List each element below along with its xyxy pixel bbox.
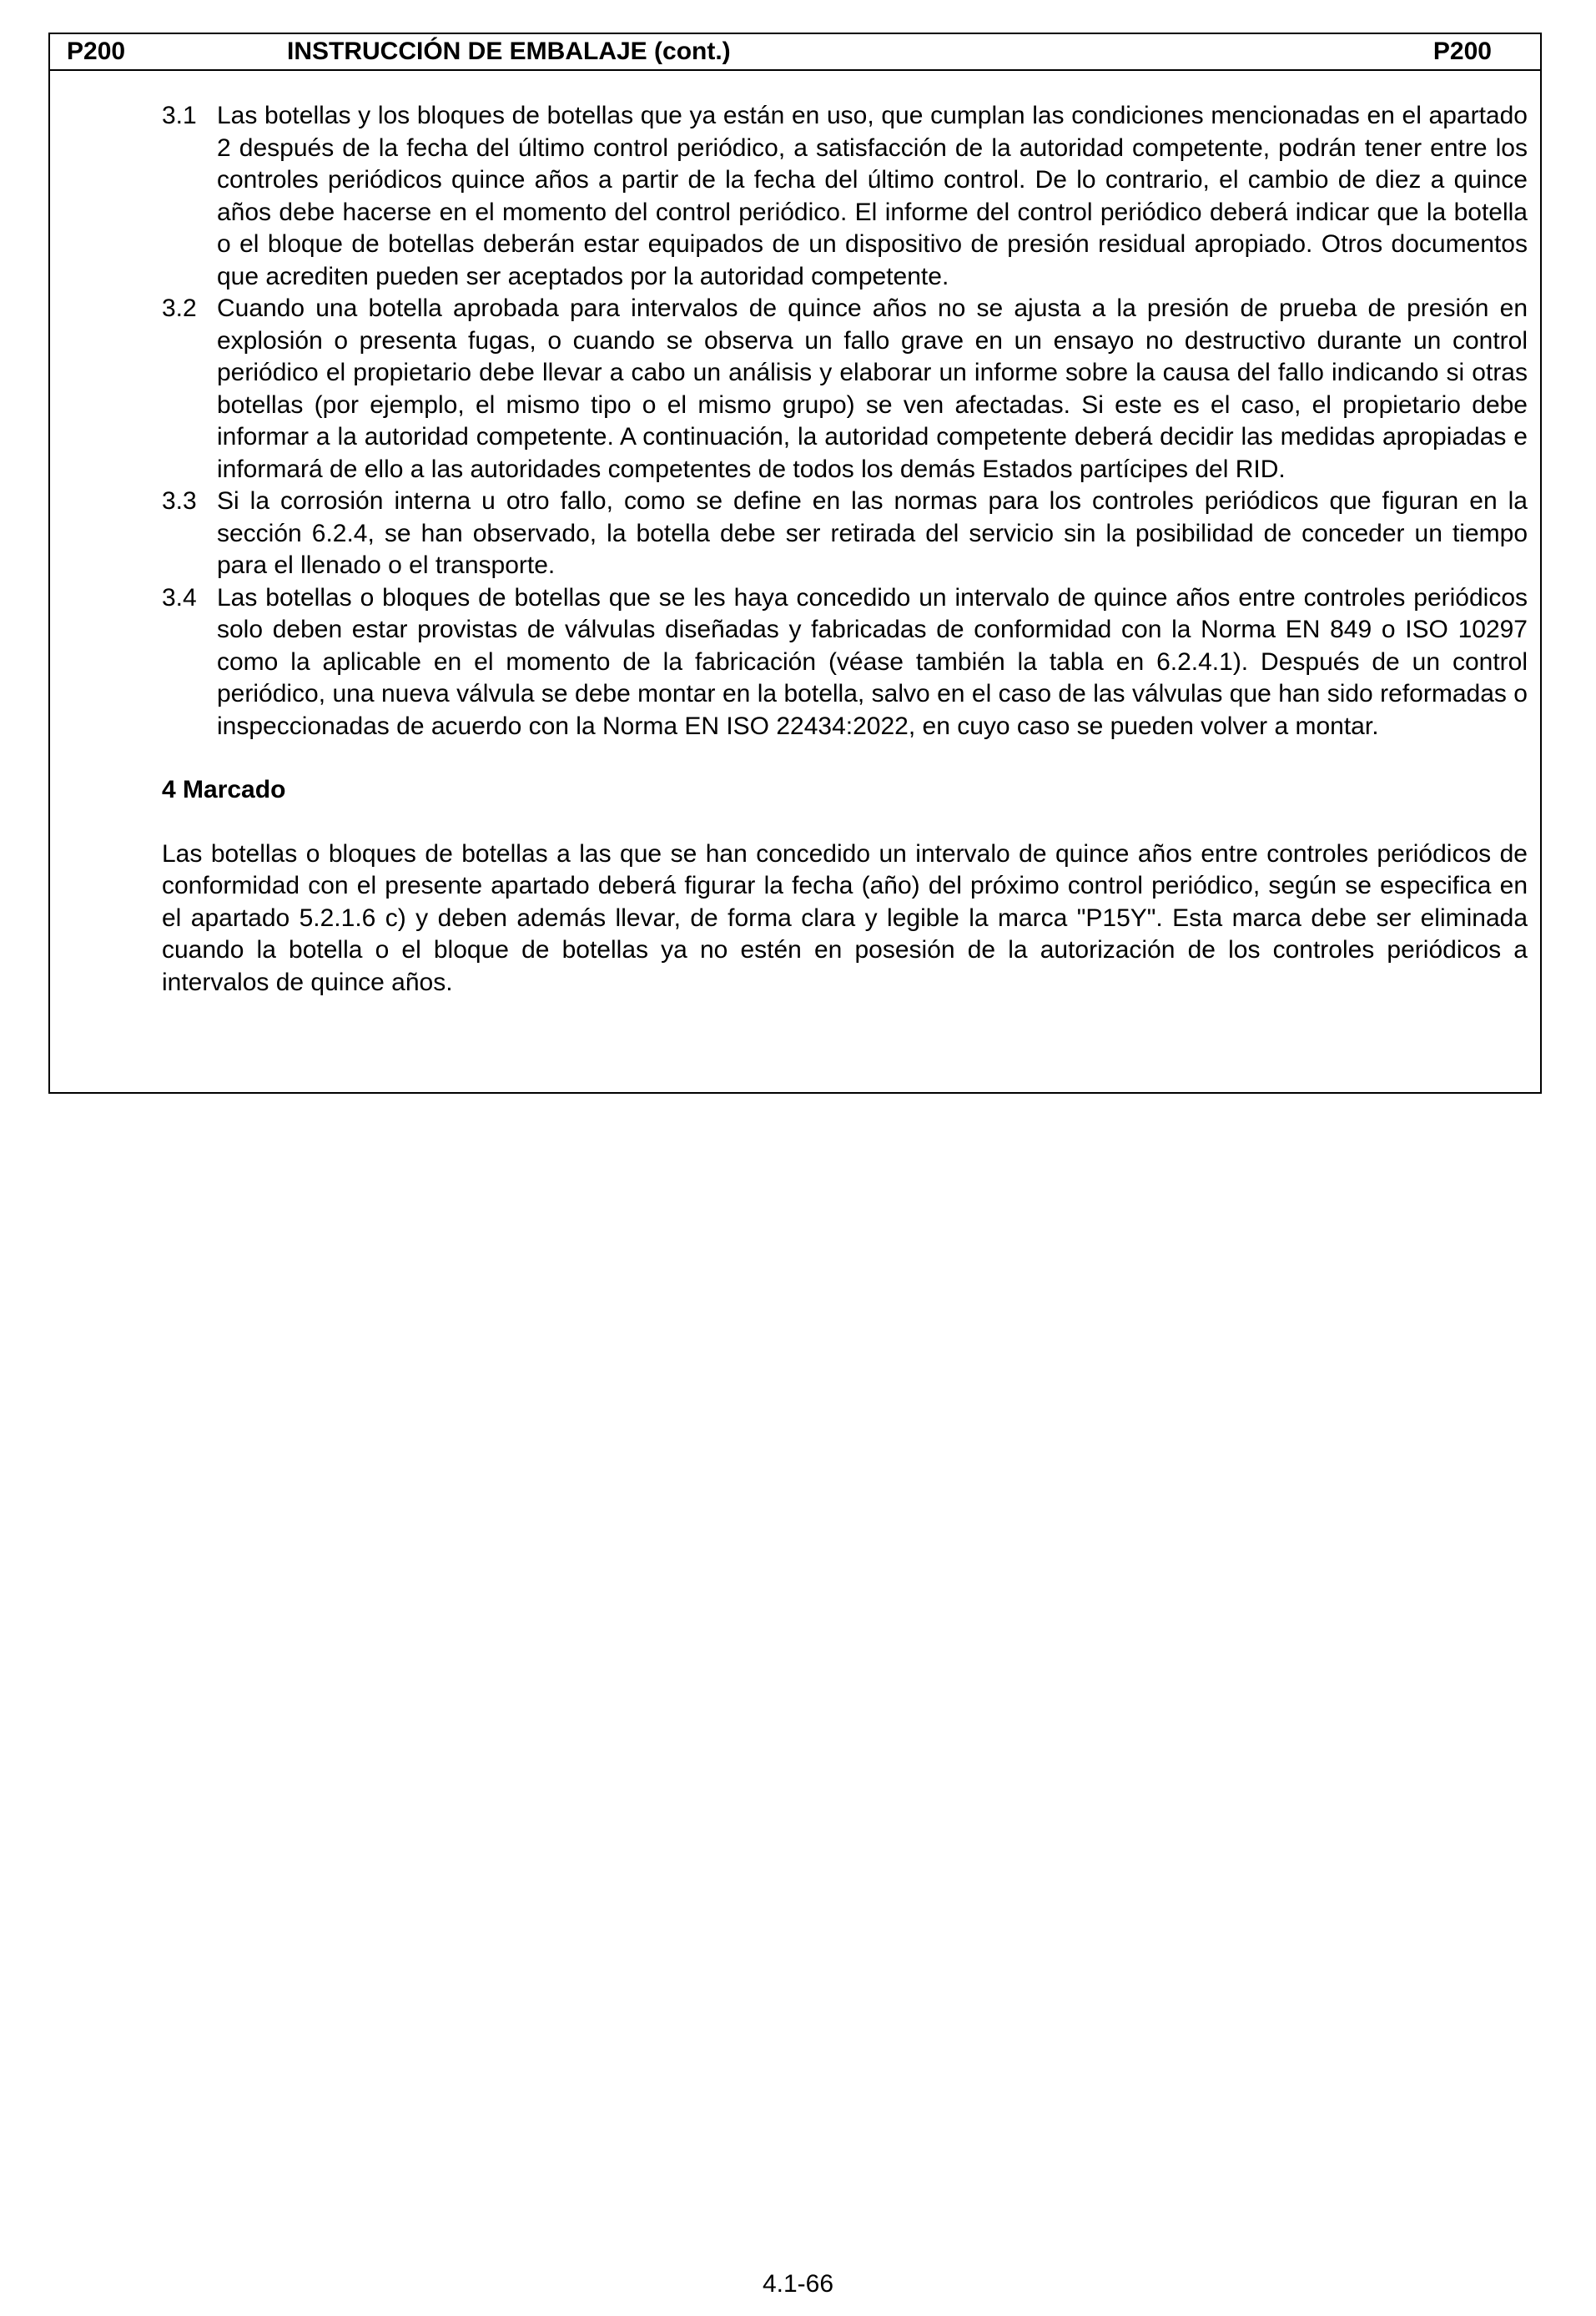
- item-text: Cuando una botella aprobada para intervalos de quince años no se ajusta a la presión de prueba de presión en explosión o presenta fugas, o cuando se observa un fallo grave en un ensayo no destructivo durante un control periódico el propietario debe llevar a cabo un análisis y elaborar un informe sobre la causa del fallo indicando si otras botellas (por ejemplo, el mismo tipo o el mismo grupo) se ven afectadas. Si este es el caso, el propietario debe informar a la autoridad competente. A continuación, la autoridad competente deberá decidir las medidas apropiadas e informará de ello a las autoridades competentes de todos los demás Estados partícipes del RID.: [217, 295, 1528, 483]
- packing-instruction-table: [48, 33, 1542, 1094]
- item-number: 3.4: [162, 583, 197, 612]
- item-number: 3.2: [162, 295, 197, 322]
- table-body: [162, 100, 1528, 999]
- list-item: [162, 486, 1528, 582]
- item-number: 3.3: [162, 487, 197, 515]
- section-heading-marcado: 4 Marcado: [162, 776, 286, 803]
- item-number: 3.1: [162, 102, 197, 129]
- list-item: [162, 293, 1528, 486]
- item-text: Si la corrosión interna u otro fallo, como se define en las normas para los controles periódicos que figuran en la sección 6.2.4, se han observado, la botella debe ser retirada del servicio sin la posibilidad de conceder un tiempo para el llenado o el transporte.: [217, 487, 1528, 579]
- item-text: Las botellas y los bloques de botellas que ya están en uso, que cumplan las condiciones mencionadas en el apartado 2 después de la fecha del último control periódico, a satisfacción de la autoridad competente, podrán tener entre los controles periódicos quince años a partir de la fecha del último control. De lo contrario, el cambio de diez a quince años debe hacerse en el momento del control periódico. El informe del control periódico deberá indicar que la botella o el bloque de botellas deberán estar equipados de un dispositivo de presión residual apropiado. Otros documentos que acrediten pueden ser aceptados por la autoridad competente.: [217, 102, 1528, 290]
- page-number: 4.1-66: [762, 2270, 834, 2298]
- page-title: INSTRUCCIÓN DE EMBALAJE (cont.): [287, 38, 731, 65]
- section-paragraph-marcado: Las botellas o bloques de botellas a las que se han concedido un intervalo de quince años entre controles periódicos de conformidad con el presente apartado deberá figurar la fecha (año) del próximo control periódico, según se especifica en el apartado 5.2.1.6 c) y deben además llevar, de forma clara y legible la marca "P15Y". Esta marca debe ser eliminada cuando la botella o el bloque de botellas ya no estén en posesión de la autorización de los controles periódicos a intervalos de quince años.: [162, 839, 1528, 996]
- instruction-code-left: P200: [67, 38, 126, 65]
- instruction-code-right: P200: [1432, 38, 1492, 65]
- item-text: Las botellas o bloques de botellas que se les haya concedido un intervalo de quince años entre controles periódicos solo deben estar provistas de válvulas diseñadas y fabricadas de conformidad con la Norma EN 849 o ISO 10297 como la aplicable en el momento de la fabricación (véase también la tabla en 6.2.4.1). Después de un control periódico, una nueva válvula se debe montar en la botella, salvo en el caso de las válvulas que han sido reformadas o inspeccionadas de acuerdo con la Norma EN ISO 22434:2022, en cuyo caso se pueden volver a montar.: [217, 583, 1528, 740]
- list-item: [162, 582, 1528, 743]
- list-item: [162, 100, 1528, 293]
- table-header: [50, 34, 1540, 71]
